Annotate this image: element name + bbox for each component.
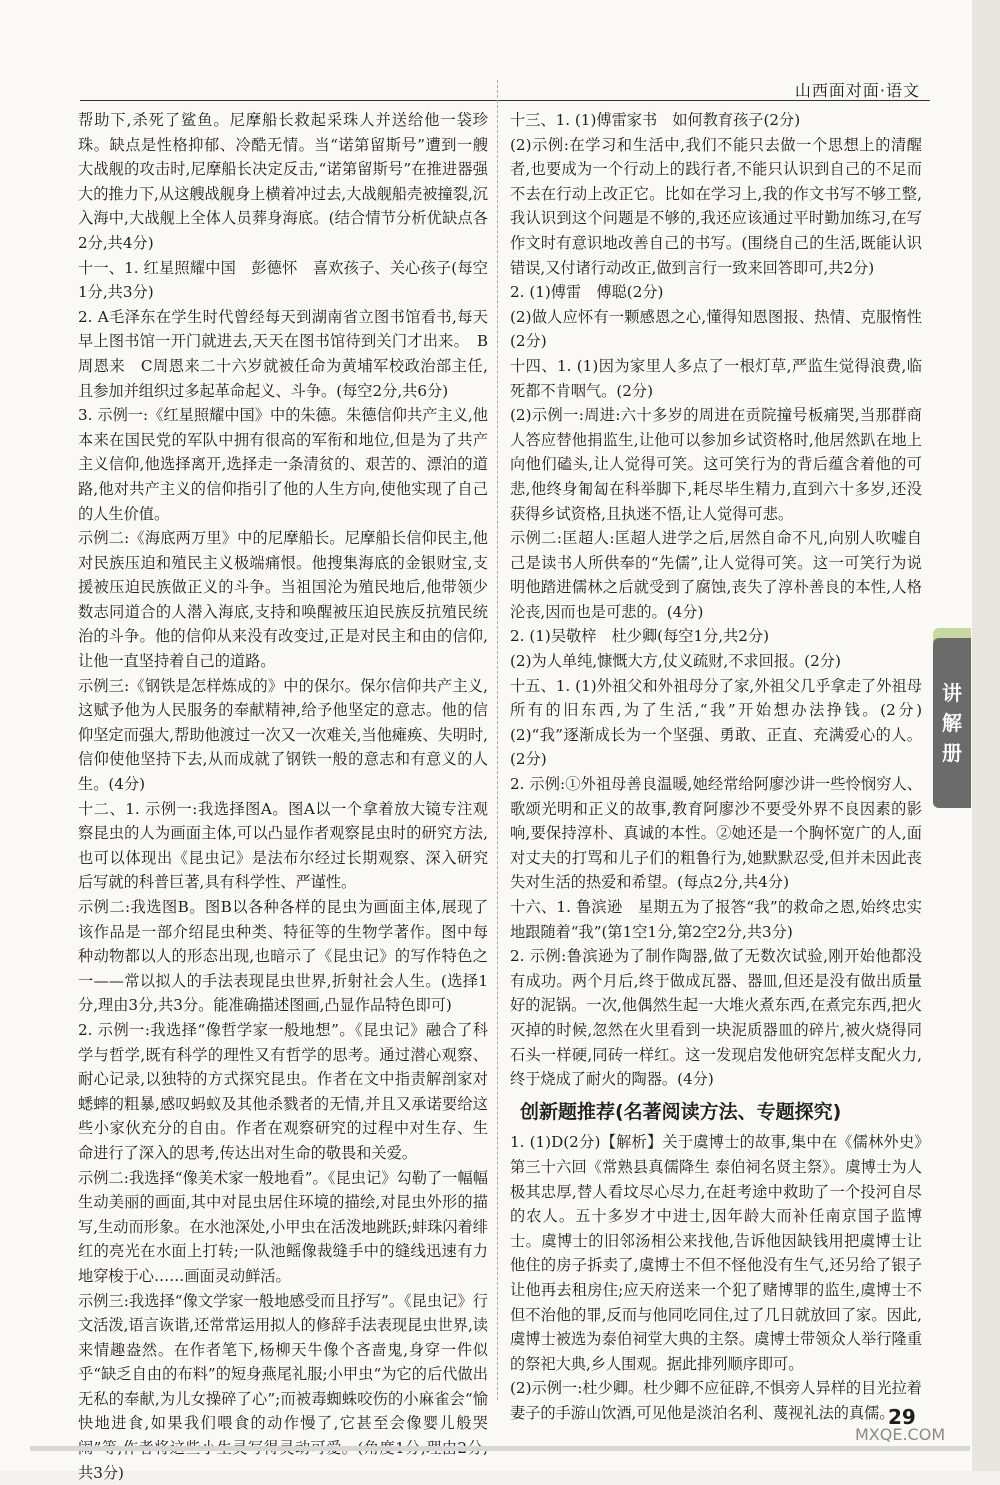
- answer-paragraph: 示例二:我选图B。图B以各种各样的昆虫为画面主体,展现了该作品是一部介绍昆虫种类、特征等的生物学著作。图中每种动物都以人的形态出现,也暗示了《昆虫记》的写作特色之一——常以拟人的手法表现昆虫世界,折射社会人生。(选择1分,理由3分,共3分。能准确描述图画,凸显作品特色即可): [78, 895, 488, 1018]
- answer-paragraph: 2. 示例:鲁滨逊为了制作陶器,做了无数次试验,刚开始他都没有成功。两个月后,终于做成瓦器、器皿,但还是没有做出质量好的泥锅。一次,他偶然生起一大堆火煮东西,在煮完东西,把火灭掉的时候,忽然在火里看到一块泥质器皿的碎片,被火烧得同石头一样硬,同砖一样红。这一发现启发他研究怎样支配火力,终于烧成了耐火的陶器。(4分): [510, 944, 922, 1092]
- answer-paragraph: 十一、1. 红星照耀中国 彭德怀 喜欢孩子、关心孩子(每空1分,共3分): [78, 256, 488, 305]
- answer-paragraph: 十五、1. (1)外祖父和外祖母分了家,外祖父几乎拿走了外祖母所有的旧东西,为了生活,“我”开始想办法挣钱。(2分)(2)“我”逐渐成长为一个坚强、勇敢、正直、充满爱心的人。(2分): [510, 674, 922, 772]
- page-header-title: 山西面对面·语文: [795, 78, 920, 101]
- answer-paragraph: 示例二:匡超人:匡超人进学之后,居然自命不凡,向别人吹嘘自己是读书人所供奉的“先儒”,让人觉得可笑。这一可笑行为说明他踏进儒林之后就受到了腐蚀,丧失了淳朴善良的本性,人格沦丧,因而也是可悲的。(4分): [510, 526, 922, 624]
- watermark-text: MXQE.COM: [855, 1425, 945, 1444]
- page-number: 29: [888, 1405, 916, 1429]
- answer-paragraph: 示例二:《海底两万里》中的尼摩船长。尼摩船长信仰民主,他对民族压迫和殖民主义极端痛恨。他搜集海底的金银财宝,支援被压迫民族做正义的斗争。当祖国沦为殖民地后,他带领少数志同道合的人潜入海底,支持和唤醒被压迫民族反抗殖民统治的斗争。他的信仰从来没有改变过,正是对民主和由的信仰,让他一直坚持着自己的道路。: [78, 526, 488, 674]
- side-tab-label: 讲 解 册: [933, 638, 971, 808]
- column-divider: [497, 80, 498, 1400]
- answer-paragraph: 2. (1)傅雷 傅聪(2分): [510, 280, 922, 305]
- answer-paragraph: 示例三:《钢铁是怎样炼成的》中的保尔。保尔信仰共产主义,这赋予他为人民服务的奉献精神,给予他坚定的意志。他的信仰坚定而强大,帮助他渡过一次又一次难关,当他瘫痪、失明时,信仰使他坚持下去,从而成就了钢铁一般的意志和有意义的人生。(4分): [78, 674, 488, 797]
- answer-paragraph: 2. A毛泽东在学生时代曾经每天到湖南省立图书馆看书,每天早上图书馆一开门就进去,天天在图书馆待到关门才出来。 B周恩来 C周恩来二十六岁就被任命为黄埔军校政治部主任,且参加并组织过多起革命起义、斗争。(每空2分,共6分): [78, 305, 488, 403]
- answer-paragraph: (2)为人单纯,慷慨大方,仗义疏财,不求回报。(2分): [510, 649, 922, 674]
- header-rule: [80, 100, 930, 101]
- answer-paragraph: 十六、1. 鲁滨逊 星期五为了报答“我”的救命之恩,始终忠实地跟随着“我”(第1空1分,第2空2分,共3分): [510, 895, 922, 944]
- answer-paragraph: 十三、1. (1)傅雷家书 如何教育孩子(2分): [510, 108, 922, 133]
- answer-paragraph: 帮助下,杀死了鲨鱼。尼摩船长救起采珠人并送给他一袋珍珠。缺点是性格抑郁、冷酷无情。当“诺第留斯号”遭到一艘大战舰的攻击时,尼摩船长决定反击,“诺第留斯号”在推进器强大的推力下,从这艘战舰身上横着冲过去,大战舰船壳被撞裂,沉入海中,大战舰上全体人员葬身海底。(结合情节分析优缺点各2分,共4分): [78, 108, 488, 256]
- answer-paragraph: 示例三:我选择“像文学家一般地感受而且抒写”。《昆虫记》行文活泼,语言诙谐,还常常运用拟人的修辞手法表现昆虫世界,读来情趣盎然。在作者笔下,杨柳天牛像个吝啬鬼,身穿一件似乎“缺乏自由的布料”的短身燕尾礼服;小甲虫“为它的后代做出无私的奉献,为儿女操碎了心”;而被毒蜘蛛咬伤的小麻雀会“愉快地进食,如果我们喂食的动作慢了,它甚至会像婴儿般哭 共3分): [78, 1289, 488, 1485]
- left-column: [78, 108, 488, 1485]
- bottom-rule: [30, 1446, 970, 1451]
- answer-paragraph: 十二、1. 示例一:我选择图A。图A以一个拿着放大镜专注观察昆虫的人为画面主体,可以凸显作者观察昆虫时的研究方法,也可以体现出《昆虫记》是法布尔经过长期观察、深入研究后写就的科普巨著,具有科学性、严谨性。: [78, 797, 488, 895]
- answer-paragraph: 3. 示例一:《红星照耀中国》中的朱德。朱德信仰共产主义,他本来在国民党的军队中拥有很高的军衔和地位,但是为了共产主义信仰,他选择离开,选择走一条清贫的、艰苦的、漂泊的道路,他对共产主义的信仰指引了他的人生方向,使他实现了自己的人生价值。: [78, 403, 488, 526]
- answer-paragraph: 十四、1. (1)因为家里人多点了一根灯草,严监生觉得浪费,临死都不肯咽气。(2分): [510, 354, 922, 403]
- answer-paragraph: 2. 示例:①外祖母善良温暖,她经常给阿廖沙讲一些怜悯穷人、歌颂光明和正义的故事,教育阿廖沙不要受外界不良因素的影响,要保持淳朴、真诚的本性。②她还是一个胸怀宽广的人,面对丈夫的打骂和儿子们的粗鲁行为,她默默忍受,但并未因此丧失对生活的热爱和希望。(每点2分,共4分): [510, 772, 922, 895]
- answer-paragraph: (2)示例:在学习和生活中,我们不能只去做一个思想上的清醒者,也要成为一个行动上的践行者,不能只认识到自己的不足而不去在行动上改正它。比如在学习上,我的作文书写不够工整,我认识到这个问题是不够的,我还应该通过平时勤加练习,在写作文时有意识地改善自己的书写。(围绕自己的生活,既能认识错误,又付诸行动改正,做到言行一致来回答即可,共2分): [510, 133, 922, 281]
- answer-paragraph: (2)示例一:杜少卿。杜少卿不应征辟,不惧旁人异样的目光拉着妻子的手游山饮酒,可见他是淡泊名利、蔑视礼法的真儒。: [510, 1376, 922, 1425]
- answer-paragraph: 2. 示例一:我选择“像哲学家一般地想”。《昆虫记》融合了科学与哲学,既有科学的理性又有哲学的思考。通过潜心观察、耐心记录,以独特的方式探究昆虫。作者在文中指责解剖家对蟋蟀的粗暴,感叹蚂蚁及其他杀戮者的无情,并且又承诺要给这些小家伙充分的自由。作者在观察研究的过程中对生存、生命进行了深入的思考,传达出对生命的敬畏和关爱。: [78, 1018, 488, 1166]
- answer-paragraph: 1. (1)D(2分)【解析】关于虞博士的故事,集中在《儒林外史》第三十六回《常熟县真儒降生 泰伯祠名贤主祭》。虞博士为人极其忠厚,替人看坟尽心尽力,在赶考途中救助了一个投河自尽的农人。五十多岁才中进士,因年龄大而补任南京国子监博士。虞博士的旧邻汤相公来找他,告诉他因缺钱用把虞博士让他住的房子拆卖了,虞博士不但不怪他没有生气,还另给了银子让他再去租房住;应天府送来一个犯了赌博罪的监生,虞博士不但不治他的罪,反而与他同吃同住,过了几日就放回了家。因此,虞博士被选为泰伯祠堂大典的主祭。虞博士带领众人举行隆重的祭祀大典,乡人围观。据此排列顺序即可。: [510, 1130, 922, 1376]
- answer-paragraph: (2)示例一:周进:六十多岁的周进在贡院撞号板痛哭,当那群商人答应替他捐监生,让他可以参加乡试资格时,他居然趴在地上向他们磕头,让人觉得可笑。这可笑行为的背后蕴含着他的可悲,他终身匍匐在科举脚下,耗尽毕生精力,直到六十多岁,还没获得乡试资格,且执迷不悟,让人觉得可悲。: [510, 403, 922, 526]
- page-edge: [972, 0, 1000, 1471]
- section-heading: 创新题推荐(名著阅读方法、专题探究): [520, 1100, 922, 1125]
- right-column: [510, 108, 922, 1425]
- answer-paragraph: 2. (1)吴敬梓 杜少卿(每空1分,共2分): [510, 624, 922, 649]
- answer-paragraph: (2)做人应怀有一颗感恩之心,懂得知恩图报、热情、克服惰性(2分): [510, 305, 922, 354]
- answer-paragraph: 示例二:我选择“像美术家一般地看”。《昆虫记》勾勒了一幅幅生动美丽的画面,其中对昆虫居住环境的描绘,对昆虫外形的描写,生动而形象。在水池深处,小甲虫在活泼地跳跃;蚌珠闪着绯红的亮光在水面上打转;一队池鳐像裁缝手中的缝线迅速有力地穿梭于心……画面灵动鲜活。: [78, 1166, 488, 1289]
